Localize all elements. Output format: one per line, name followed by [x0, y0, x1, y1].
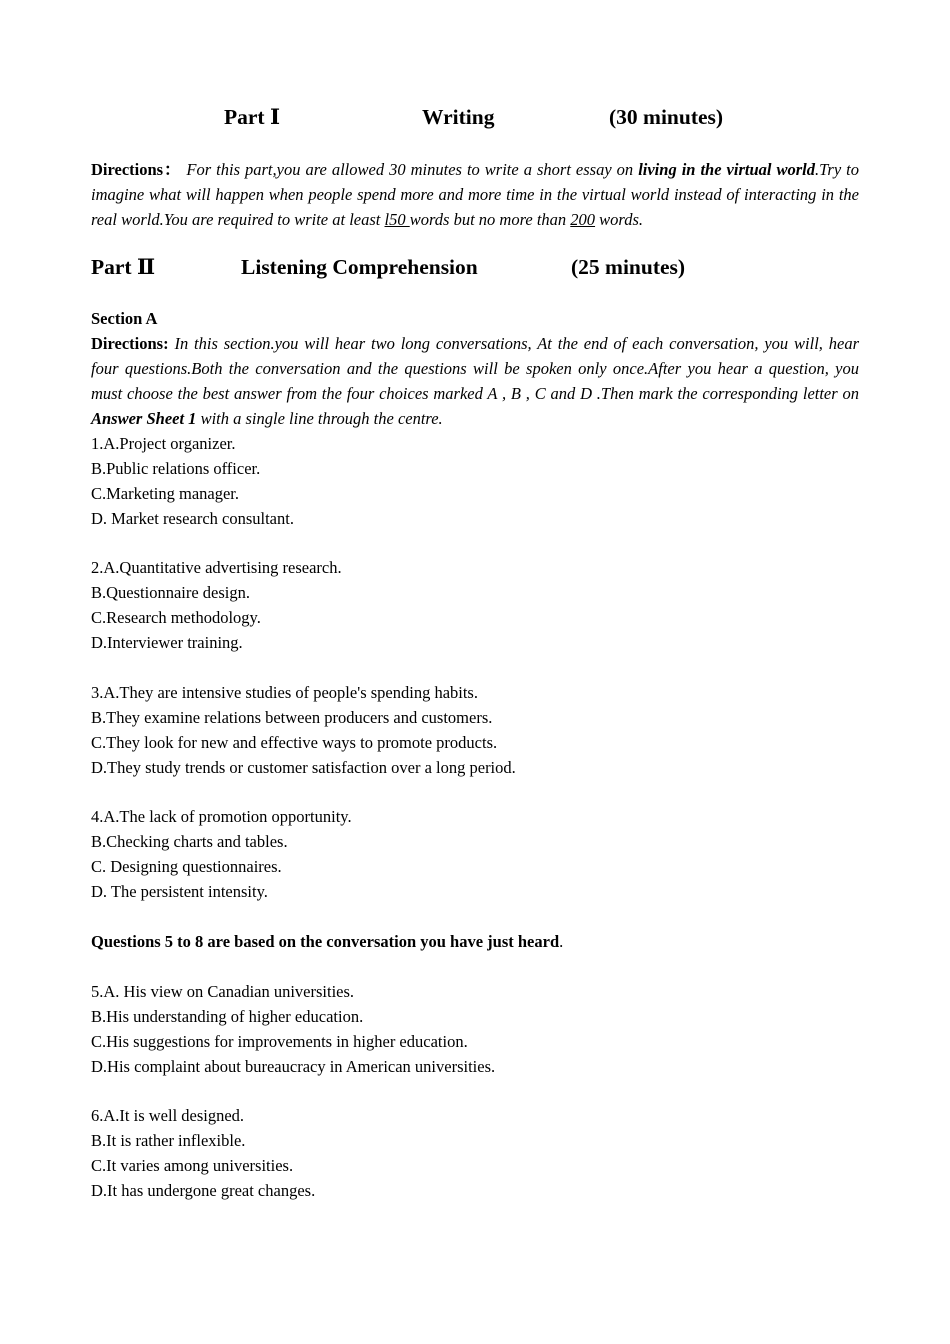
question-1-option-d: D. Market research consultant. [91, 509, 294, 528]
part2-title: Listening Comprehension [241, 255, 478, 279]
directions-text: words. [595, 210, 644, 229]
question-6-option-b: B.It is rather inflexible. [91, 1131, 246, 1150]
question-5-option-c: C.His suggestions for improvements in higher education. [91, 1032, 468, 1051]
questions-5-8-note [91, 929, 563, 954]
question-1-option-c: C.Marketing manager. [91, 484, 240, 503]
question-4-option-b: B.Checking charts and tables. [91, 832, 288, 851]
part1-label: Part Ⅰ [224, 105, 281, 129]
directions-text: words but no more than [409, 210, 571, 229]
question-3-option-a: 3.A.They are intensive studies of people's spending habits. [91, 683, 478, 702]
question-1-option-b: B.Public relations officer. [91, 459, 261, 478]
directions-text: with a single line through the centre. [196, 409, 443, 428]
directions-text: In this section.you will hear two long conversations, At the end of each conversation, you will, hear four questions.Both the conversation and the questions will be spoken only once.After you hear a question, you must choose the best answer from the four choices marked A , B , C and D .Then mark the corresponding letter on [91, 334, 859, 403]
note-period: . [559, 932, 564, 951]
max-word-count: 200 [570, 210, 596, 229]
question-3-option-d: D.They study trends or customer satisfaction over a long period. [91, 758, 516, 777]
question-2-option-c: C.Research methodology. [91, 608, 261, 627]
question-5-option-d: D.His complaint about bureaucracy in American universities. [91, 1057, 496, 1076]
question-2-option-a: 2.A.Quantitative advertising research. [91, 558, 342, 577]
question-1-option-a: 1.A.Project organizer. [91, 434, 236, 453]
part1-title: Writing [422, 105, 495, 129]
part2-directions [91, 331, 859, 431]
part2-time: (25 minutes) [571, 255, 686, 279]
question-5-option-b: B.His understanding of higher education. [91, 1007, 364, 1026]
min-word-count: l50 [384, 210, 410, 229]
note-text: Questions 5 to 8 are based on the conversation you have just heard [91, 932, 560, 951]
question-6-option-c: C.It varies among universities. [91, 1156, 294, 1175]
directions-text: .Try to imagine what will happen when people spend more and more time in the virtual world instead of interacting in the real world.You are required to write at least [91, 160, 859, 229]
section-heading: Section A [91, 309, 158, 328]
question-4-option-d: D. The persistent intensity. [91, 882, 268, 901]
question-3-option-c: C.They look for new and effective ways to promote products. [91, 733, 498, 752]
question-3-option-b: B.They examine relations between producers and customers. [91, 708, 493, 727]
question-5-option-a: 5.A. His view on Canadian universities. [91, 982, 355, 1001]
directions-label: Directions: [91, 334, 169, 353]
answer-sheet-ref: Answer Sheet 1 [91, 409, 197, 428]
question-4-option-a: 4.A.The lack of promotion opportunity. [91, 807, 352, 826]
part1-time: (30 minutes) [609, 105, 724, 129]
directions-text: For this part,you are allowed 30 minutes to write a short essay on [186, 160, 639, 179]
essay-topic: living in the virtual world [638, 160, 816, 179]
part1-directions [91, 157, 859, 232]
question-6-option-d: D.It has undergone great changes. [91, 1181, 316, 1200]
question-4-option-c: C. Designing questionnaires. [91, 857, 282, 876]
question-2-option-d: D.Interviewer training. [91, 633, 243, 652]
question-6-option-a: 6.A.It is well designed. [91, 1106, 245, 1125]
question-2-option-b: B.Questionnaire design. [91, 583, 251, 602]
part2-label: Part Ⅱ [91, 255, 156, 279]
directions-label: Directions： [91, 160, 182, 179]
